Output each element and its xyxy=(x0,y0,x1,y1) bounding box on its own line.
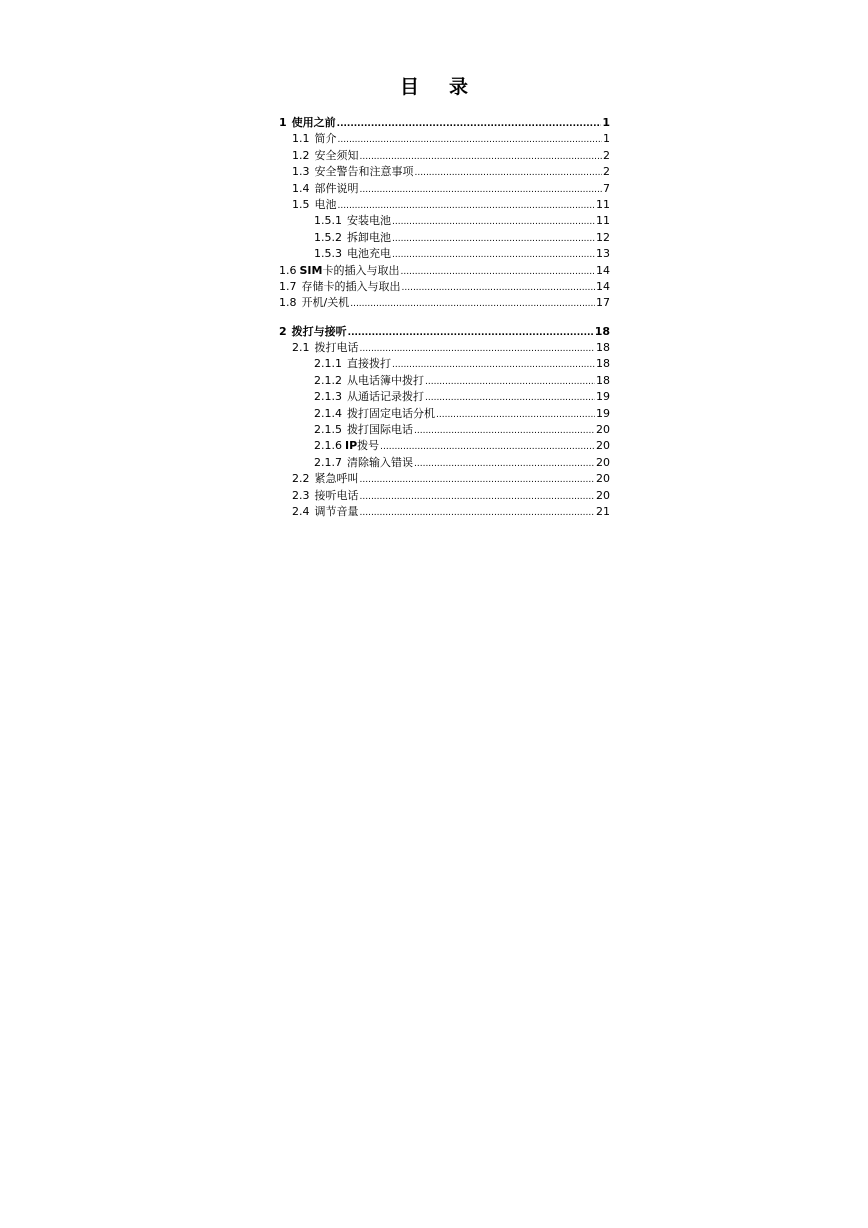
toc-number: 1.7 xyxy=(279,279,297,293)
toc-title: 简介 xyxy=(314,132,337,146)
toc-number: 2.1.5 xyxy=(314,423,342,437)
toc-title: 接听电话 xyxy=(314,488,359,502)
toc-title: 直接拨打 xyxy=(347,357,391,371)
toc-page: 20 xyxy=(596,455,610,469)
toc-entry[interactable] xyxy=(279,131,610,147)
toc-leader xyxy=(380,438,595,455)
toc-entry[interactable] xyxy=(279,324,610,340)
toc-entry[interactable] xyxy=(279,455,610,471)
toc-number: 2.3 xyxy=(292,488,310,502)
toc-title: 拨号 xyxy=(357,439,380,453)
toc-title: 存储卡的插入与取出 xyxy=(301,279,401,293)
toc-entry[interactable] xyxy=(279,422,610,438)
toc-leader xyxy=(360,181,603,198)
toc-number: 1.6 xyxy=(279,263,297,277)
toc-page: 19 xyxy=(596,406,610,420)
toc-page: 13 xyxy=(596,247,610,261)
toc-leader xyxy=(337,115,602,132)
toc-entry[interactable] xyxy=(279,213,610,229)
toc-number: 1.5.3 xyxy=(314,247,342,261)
toc-title: 拨打固定电话分机 xyxy=(347,406,435,420)
toc-leader xyxy=(338,197,596,214)
toc-title: 拨打国际电话 xyxy=(347,423,413,437)
toc-page: 20 xyxy=(596,423,610,437)
toc-leader xyxy=(392,356,595,373)
toc-title: 拨打电话 xyxy=(314,341,359,355)
toc-page: 2 xyxy=(603,148,610,162)
toc-title: 电池充电 xyxy=(347,247,391,261)
toc-title: 安装电池 xyxy=(347,214,391,228)
toc-page: 18 xyxy=(596,373,610,387)
toc-leader xyxy=(425,389,595,406)
toc-number: 1.8 xyxy=(279,296,297,310)
toc-title-bold: IP xyxy=(345,439,358,453)
toc-leader xyxy=(436,406,595,423)
toc-page: 18 xyxy=(596,341,610,355)
toc-entry[interactable] xyxy=(279,438,610,454)
toc-leader xyxy=(360,504,596,521)
toc-entry[interactable] xyxy=(279,504,610,520)
toc-entry[interactable] xyxy=(279,295,610,311)
toc-entry[interactable] xyxy=(279,263,610,279)
toc-page: 7 xyxy=(603,181,610,195)
toc-title: 从电话簿中拨打 xyxy=(347,373,424,387)
toc-title: 卡的插入与取出 xyxy=(322,263,400,277)
toc-leader xyxy=(338,131,603,148)
toc-number: 2.1.7 xyxy=(314,455,342,469)
toc-page: 18 xyxy=(594,324,610,338)
toc-entry[interactable] xyxy=(279,230,610,246)
toc-title: 清除输入错误 xyxy=(347,455,413,469)
toc-page: 20 xyxy=(596,472,610,486)
toc-page: 11 xyxy=(596,214,610,228)
table-of-contents xyxy=(279,115,610,520)
toc-number: 2 xyxy=(279,324,287,338)
toc-number: 2.1.3 xyxy=(314,390,342,404)
toc-page: 1 xyxy=(602,116,610,129)
toc-page: 1 xyxy=(603,132,610,146)
toc-entry[interactable] xyxy=(279,389,610,405)
toc-leader xyxy=(392,230,595,247)
toc-number: 1.5.2 xyxy=(314,230,342,244)
toc-number: 2.1.4 xyxy=(314,406,342,420)
toc-page: 11 xyxy=(596,197,610,211)
toc-page: 18 xyxy=(596,357,610,371)
toc-leader xyxy=(350,295,595,312)
toc-entry[interactable] xyxy=(279,181,610,197)
toc-entry[interactable] xyxy=(279,373,610,389)
toc-leader xyxy=(360,471,596,488)
toc-number: 2.2 xyxy=(292,472,310,486)
toc-leader xyxy=(414,455,595,472)
toc-leader xyxy=(425,373,595,390)
toc-title-bold: SIM xyxy=(299,263,323,277)
toc-title: 拆卸电池 xyxy=(347,230,391,244)
toc-number: 1.3 xyxy=(292,165,310,179)
toc-number: 1.5 xyxy=(292,197,310,211)
toc-page: 19 xyxy=(596,390,610,404)
toc-entry[interactable] xyxy=(279,406,610,422)
toc-leader xyxy=(400,263,595,280)
toc-leader xyxy=(360,340,596,357)
toc-page: 12 xyxy=(596,230,610,244)
toc-page: 20 xyxy=(596,439,610,453)
toc-title: 部件说明 xyxy=(314,181,359,195)
toc-entry[interactable] xyxy=(279,471,610,487)
toc-number: 1.5.1 xyxy=(314,214,342,228)
toc-title: 紧急呼叫 xyxy=(314,472,359,486)
toc-leader xyxy=(360,488,596,505)
title-char-1: 目 xyxy=(399,76,419,98)
toc-page: 21 xyxy=(596,504,610,518)
toc-page: 20 xyxy=(596,488,610,502)
toc-number: 1 xyxy=(279,116,287,129)
toc-leader xyxy=(348,324,594,341)
toc-page: 2 xyxy=(603,165,610,179)
toc-title: 拨打与接听 xyxy=(291,324,347,338)
toc-leader xyxy=(402,279,596,296)
toc-number: 2.4 xyxy=(292,504,310,518)
toc-entry[interactable] xyxy=(279,197,610,213)
toc-entry[interactable] xyxy=(279,164,610,180)
chapter-separator xyxy=(279,312,610,324)
toc-title: 电池 xyxy=(314,197,337,211)
toc-entry[interactable] xyxy=(279,340,610,356)
toc-entry[interactable] xyxy=(279,356,610,372)
toc-title: 从通话记录拨打 xyxy=(347,390,424,404)
toc-entry[interactable] xyxy=(279,148,610,164)
toc-leader xyxy=(392,213,595,230)
toc-leader xyxy=(392,246,595,263)
toc-page: 17 xyxy=(596,296,610,310)
toc-page: 14 xyxy=(596,279,610,293)
title-char-2: 录 xyxy=(449,76,469,98)
toc-page: 14 xyxy=(596,263,610,277)
toc-leader xyxy=(415,164,603,181)
toc-title: 安全须知 xyxy=(314,148,359,162)
toc-title: 安全警告和注意事项 xyxy=(314,165,414,179)
toc-number: 1.4 xyxy=(292,181,310,195)
toc-leader xyxy=(414,422,595,439)
toc-number: 2.1.6 xyxy=(314,439,342,453)
toc-entry[interactable] xyxy=(279,115,610,131)
toc-title: 使用之前 xyxy=(291,116,336,129)
toc-entry[interactable] xyxy=(279,246,610,262)
toc-number: 2.1.2 xyxy=(314,373,342,387)
toc-title: 调节音量 xyxy=(314,504,359,518)
toc-number: 2.1.1 xyxy=(314,357,342,371)
toc-number: 1.2 xyxy=(292,148,310,162)
toc-number: 1.1 xyxy=(292,132,310,146)
toc-entry[interactable] xyxy=(279,488,610,504)
toc-entry[interactable] xyxy=(279,279,610,295)
toc-title: 开机/关机 xyxy=(301,296,350,310)
toc-leader xyxy=(360,148,603,165)
page-title xyxy=(0,72,868,99)
toc-number: 2.1 xyxy=(292,341,310,355)
